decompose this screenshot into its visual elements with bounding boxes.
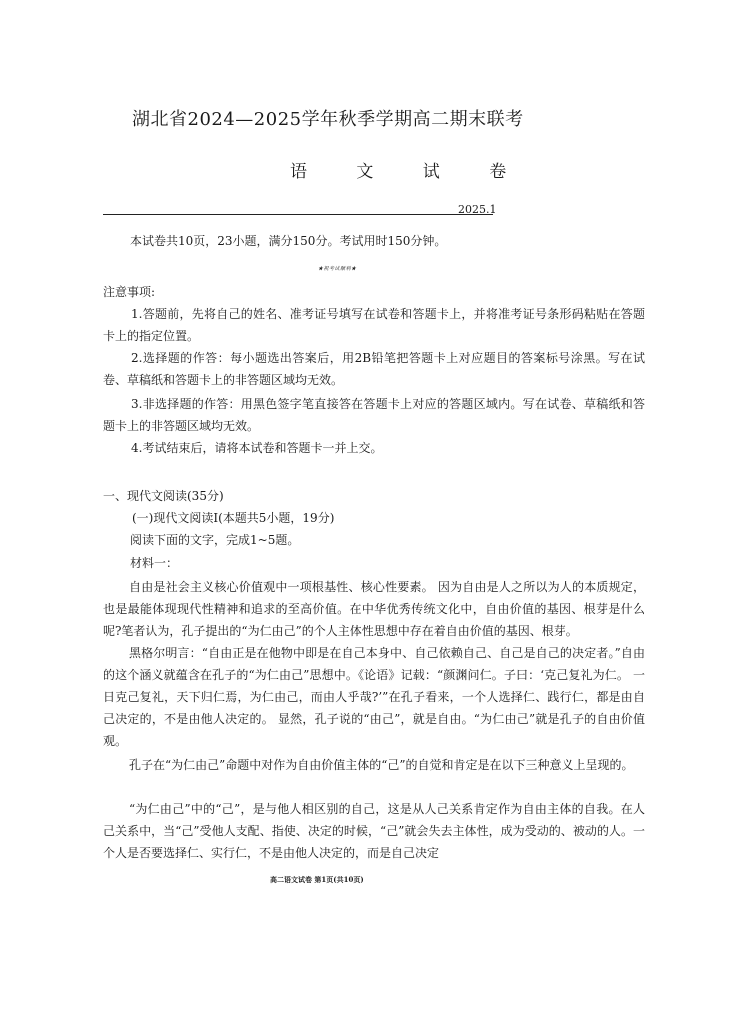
reading-paragraph: 自由是社会主义核心价值观中一项根基性、核心性要素。 因为自由是人之所以为人的本质规定，也是最能体现现代性精神和追求的至高价值。在中华优秀传统文化中，自由价值的基因、根芽是什么呢?笔者认为，孔子提出的“为仁由己”的个人主体性思想中存在着自由价值的基因、根芽。 xyxy=(103,580,645,638)
good-luck-note: ★祝考试顺利★ xyxy=(318,266,357,272)
notice-item-3: 3.非选择题的作答：用黑色签字笔直接答在答题卡上对应的答题区域内。写在试卷、草稿纸和答题卡上的非答题区域均无效。 xyxy=(103,397,645,433)
header-divider xyxy=(103,214,493,215)
page-footer: 高二语文试卷 第1页(共10页) xyxy=(270,875,364,884)
exam-date: 2025.1 xyxy=(458,203,497,216)
subject-title: 语 文 试 卷 xyxy=(290,162,529,182)
notice-item-4: 4.考试结束后，请将本试卷和答题卡一并上交。 xyxy=(131,441,383,455)
section-subtitle: (一)现代文阅读Ⅰ(本题共5小题，19分) xyxy=(132,511,335,525)
reading-paragraph: 孔子在“为仁由己”命题中对作为自由价值主体的“己”的自觉和肯定是在以下三种意义上呈现的。 xyxy=(129,758,634,772)
exam-title: 湖北省2024—2025学年秋季学期高二期末联考 xyxy=(132,109,524,130)
reading-paragraph: “为仁由己”中的“己”，是与他人相区别的自己，这是从人己关系肯定作为自由主体的自我。在人己关系中，当“己”受他人支配、指使、决定的时候，“己”就会失去主体性，成为受动的、被动的人。一个人是否要选择仁、实行仁，不是由他人决定的，而是自己决定 xyxy=(103,802,645,860)
reading-instruction: 阅读下面的文字，完成1~5题。 xyxy=(130,533,300,547)
notice-heading: 注意事项: xyxy=(103,285,156,299)
notice-item-2: 2.选择题的作答：每小题选出答案后，用2B铅笔把答题卡上对应题目的答案标号涂黑。写在试卷、草稿纸和答题卡上的非答题区域均无效。 xyxy=(103,351,645,387)
material-label: 材料一： xyxy=(130,556,179,570)
reading-paragraph: 黑格尔明言：“自由正是在他物中即是在自己本身中、自己依赖自己、自己是自己的决定者。”自由的这个涵义就蕴含在孔子的“为仁由己”思想中。《论语》记载：“颜渊问仁。子曰：‘克己复礼为仁。 一日克己复礼，天下归仁焉，为仁由己，而由人乎哉?’”在孔子看来，一个人选择仁、践行仁，都是由自己决定的，不是由他人决定的。 显然，孔子说的“由己”，就是自由。“为仁由己”就是孔子的自由价值观。 xyxy=(103,646,645,748)
exam-intro: 本试卷共10页，23小题，满分150分。考试用时150分钟。 xyxy=(130,234,447,248)
section-title: 一、现代文阅读(35分) xyxy=(103,489,224,503)
notice-item-1: 1.答题前，先将自己的姓名、准考证号填写在试卷和答题卡上，并将准考证号条形码粘贴在答题卡上的指定位置。 xyxy=(103,307,645,343)
